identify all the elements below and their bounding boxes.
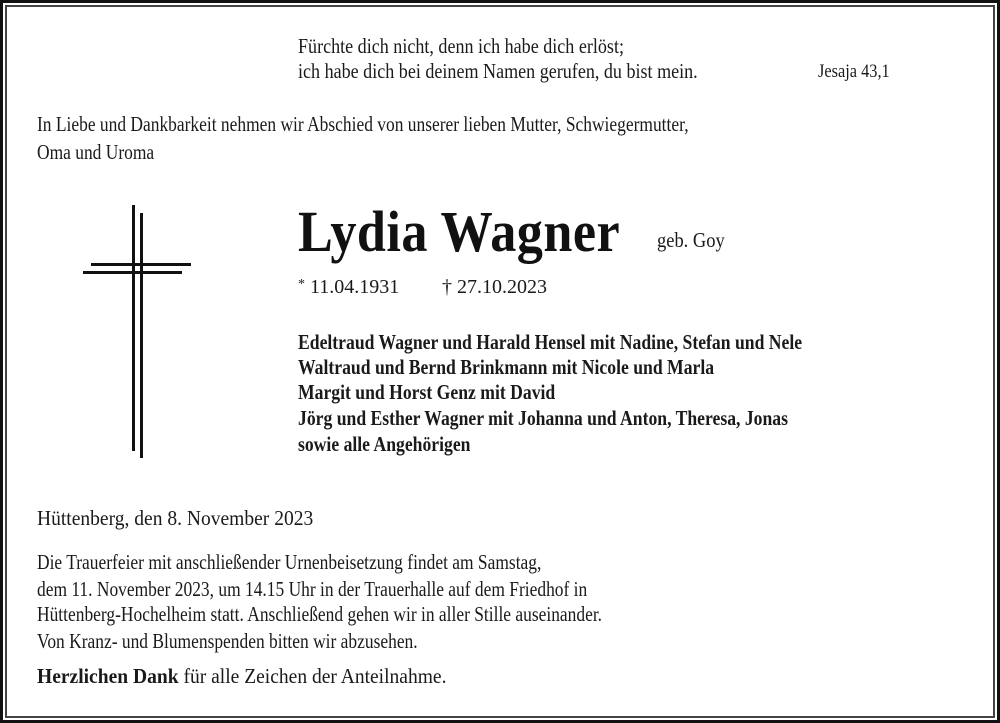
- funeral-info-line: Von Kranz- und Blumenspenden bitten wir abzusehen.: [37, 629, 418, 653]
- cross-vertical-back: [132, 205, 135, 451]
- thanks-bold: Herzlichen Dank: [37, 664, 179, 688]
- maiden-name: geb. Goy: [657, 228, 725, 252]
- cross-vertical-front: [140, 213, 143, 458]
- verse-line-2: [298, 61, 698, 82]
- cross-horizontal-back: [91, 263, 191, 266]
- place-date: Hüttenberg, den 8. November 2023: [37, 506, 314, 530]
- dagger-icon: †: [442, 276, 452, 298]
- verse-reference: Jesaja 43,1: [818, 61, 890, 82]
- deceased-name: Lydia Wagner: [298, 199, 621, 264]
- mourner-line: Edeltraud Wagner und Harald Hensel mit Nadine, Stefan und Nele: [298, 330, 803, 354]
- death-date-value: 27.10.2023: [457, 276, 547, 298]
- death-date: [442, 277, 547, 297]
- birth-date-value: 11.04.1931: [310, 276, 400, 298]
- mourner-line: sowie alle Angehörigen: [298, 432, 471, 456]
- verse-line-1: Fürchte dich nicht, denn ich habe dich erlöst;: [298, 34, 624, 58]
- mourner-line: Jörg und Esther Wagner mit Johanna und Anton, Theresa, Jonas: [298, 406, 788, 430]
- funeral-info-line: dem 11. November 2023, um 14.15 Uhr in der Trauerhalle auf dem Friedhof in: [37, 577, 588, 601]
- funeral-info-line: Die Trauerfeier mit anschließender Urnenbeisetzung findet am Samstag,: [37, 550, 542, 574]
- birth-symbol: *: [298, 277, 305, 292]
- birth-date: [298, 277, 399, 297]
- thanks-line: [37, 666, 446, 687]
- cross-gap: [135, 266, 140, 271]
- cross-horizontal-front: [83, 271, 182, 274]
- funeral-info-line: Hüttenberg-Hochelheim statt. Anschließend gehen wir in aller Stille auseinander.: [37, 602, 603, 626]
- verse-text: ich habe dich bei deinem Namen gerufen, du bist mein.: [298, 59, 698, 83]
- intro-line-2: Oma und Uroma: [37, 140, 155, 164]
- intro-line-1: In Liebe und Dankbarkeit nehmen wir Abschied von unserer lieben Mutter, Schwiegermutter,: [37, 112, 689, 136]
- thanks-rest: für alle Zeichen der Anteilnahme.: [178, 664, 447, 688]
- mourner-line: Waltraud und Bernd Brinkmann mit Nicole und Marla: [298, 355, 715, 379]
- mourner-line: Margit und Horst Genz mit David: [298, 380, 556, 404]
